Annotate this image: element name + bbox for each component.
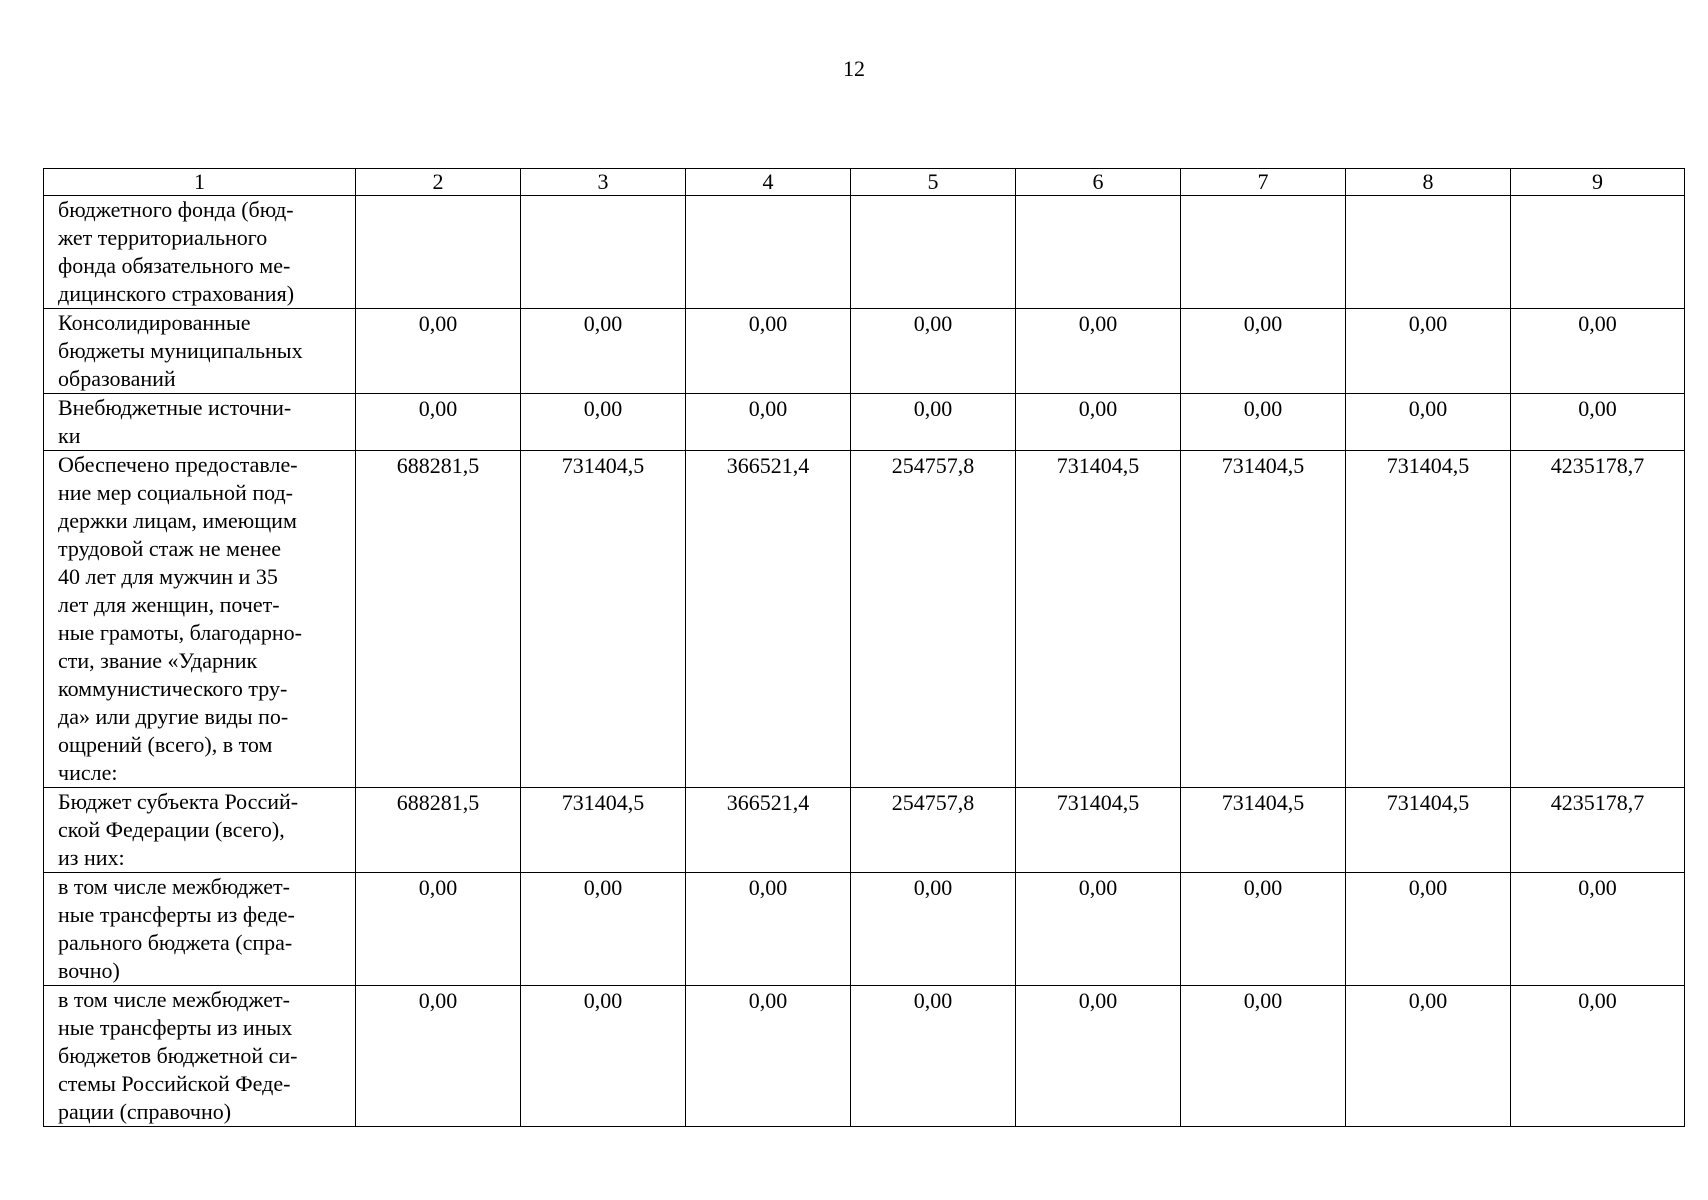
value-cell: 731404,5: [1346, 451, 1511, 788]
value-cell: 0,00: [686, 309, 851, 394]
table-row: [44, 451, 1685, 788]
value-cell: [521, 196, 686, 309]
value-cell: 0,00: [1181, 394, 1346, 451]
value-cell: 731404,5: [521, 451, 686, 788]
table-row: [44, 788, 1685, 873]
value-cell: 0,00: [1346, 394, 1511, 451]
table-row: [44, 394, 1685, 451]
column-number: 5: [851, 169, 1016, 196]
value-cell: 731404,5: [1016, 788, 1181, 873]
value-cell: 0,00: [1511, 986, 1685, 1127]
row-label: Внебюджетные источни- ки: [44, 394, 356, 451]
value-cell: [1016, 196, 1181, 309]
value-cell: [356, 196, 521, 309]
table-row: [44, 309, 1685, 394]
value-cell: 0,00: [356, 873, 521, 986]
value-cell: 731404,5: [521, 788, 686, 873]
value-cell: 0,00: [1511, 309, 1685, 394]
row-label: Обеспечено предоставле- ние мер социальной под- держки лицам, имеющим трудовой стаж не менее 40 лет для мужчин и 35 лет для женщин, почет- ные грамоты, благодарно- сти, звание «Ударник коммунистического тру- да» или другие виды по- ощрений (всего), в том числе:: [44, 451, 356, 788]
value-cell: 731404,5: [1016, 451, 1181, 788]
value-cell: 0,00: [851, 394, 1016, 451]
column-number: 9: [1511, 169, 1685, 196]
table-row: [44, 986, 1685, 1127]
value-cell: 0,00: [1016, 873, 1181, 986]
value-cell: 0,00: [851, 986, 1016, 1127]
value-cell: 4235178,7: [1511, 451, 1685, 788]
row-label: бюджетного фонда (бюд- жет территориального фонда обязательного ме- дицинского страхования): [44, 196, 356, 309]
column-number-row: [44, 169, 1685, 196]
value-cell: [1346, 196, 1511, 309]
column-number: 7: [1181, 169, 1346, 196]
value-cell: 0,00: [521, 986, 686, 1127]
value-cell: 4235178,7: [1511, 788, 1685, 873]
value-cell: 0,00: [1181, 986, 1346, 1127]
table-body: [44, 169, 1685, 1127]
value-cell: 0,00: [1511, 394, 1685, 451]
value-cell: 366521,4: [686, 788, 851, 873]
budget-table: [43, 168, 1685, 1127]
value-cell: 0,00: [521, 309, 686, 394]
page-number: 12: [843, 56, 865, 81]
value-cell: 0,00: [1511, 873, 1685, 986]
value-cell: 254757,8: [851, 788, 1016, 873]
value-cell: 0,00: [1346, 309, 1511, 394]
value-cell: [1181, 196, 1346, 309]
value-cell: 688281,5: [356, 788, 521, 873]
table-row: [44, 873, 1685, 986]
value-cell: 0,00: [356, 394, 521, 451]
value-cell: 0,00: [521, 873, 686, 986]
value-cell: 0,00: [686, 394, 851, 451]
value-cell: 0,00: [1016, 986, 1181, 1127]
column-number: 8: [1346, 169, 1511, 196]
value-cell: 0,00: [1346, 986, 1511, 1127]
row-label: в том числе межбюджет- ные трансферты из феде- рального бюджета (спра- вочно): [44, 873, 356, 986]
value-cell: 0,00: [1016, 309, 1181, 394]
row-label: Бюджет субъекта Россий- ской Федерации (всего), из них:: [44, 788, 356, 873]
column-number: 2: [356, 169, 521, 196]
value-cell: [851, 196, 1016, 309]
value-cell: 0,00: [1346, 873, 1511, 986]
value-cell: 0,00: [851, 873, 1016, 986]
value-cell: 0,00: [851, 309, 1016, 394]
value-cell: 0,00: [356, 986, 521, 1127]
value-cell: 731404,5: [1346, 788, 1511, 873]
value-cell: 0,00: [521, 394, 686, 451]
column-number: 1: [44, 169, 356, 196]
value-cell: 731404,5: [1181, 788, 1346, 873]
value-cell: 0,00: [686, 986, 851, 1127]
row-label: Консолидированные бюджеты муниципальных образований: [44, 309, 356, 394]
value-cell: 254757,8: [851, 451, 1016, 788]
row-label: в том числе межбюджет- ные трансферты из иных бюджетов бюджетной си- стемы Российской Феде- рации (справочно): [44, 986, 356, 1127]
column-number: 3: [521, 169, 686, 196]
value-cell: 0,00: [1016, 394, 1181, 451]
value-cell: 366521,4: [686, 451, 851, 788]
value-cell: [686, 196, 851, 309]
value-cell: 0,00: [1181, 309, 1346, 394]
value-cell: 0,00: [356, 309, 521, 394]
value-cell: 688281,5: [356, 451, 521, 788]
column-number: 6: [1016, 169, 1181, 196]
value-cell: [1511, 196, 1685, 309]
column-number: 4: [686, 169, 851, 196]
value-cell: 731404,5: [1181, 451, 1346, 788]
table-row: [44, 196, 1685, 309]
value-cell: 0,00: [686, 873, 851, 986]
value-cell: 0,00: [1181, 873, 1346, 986]
